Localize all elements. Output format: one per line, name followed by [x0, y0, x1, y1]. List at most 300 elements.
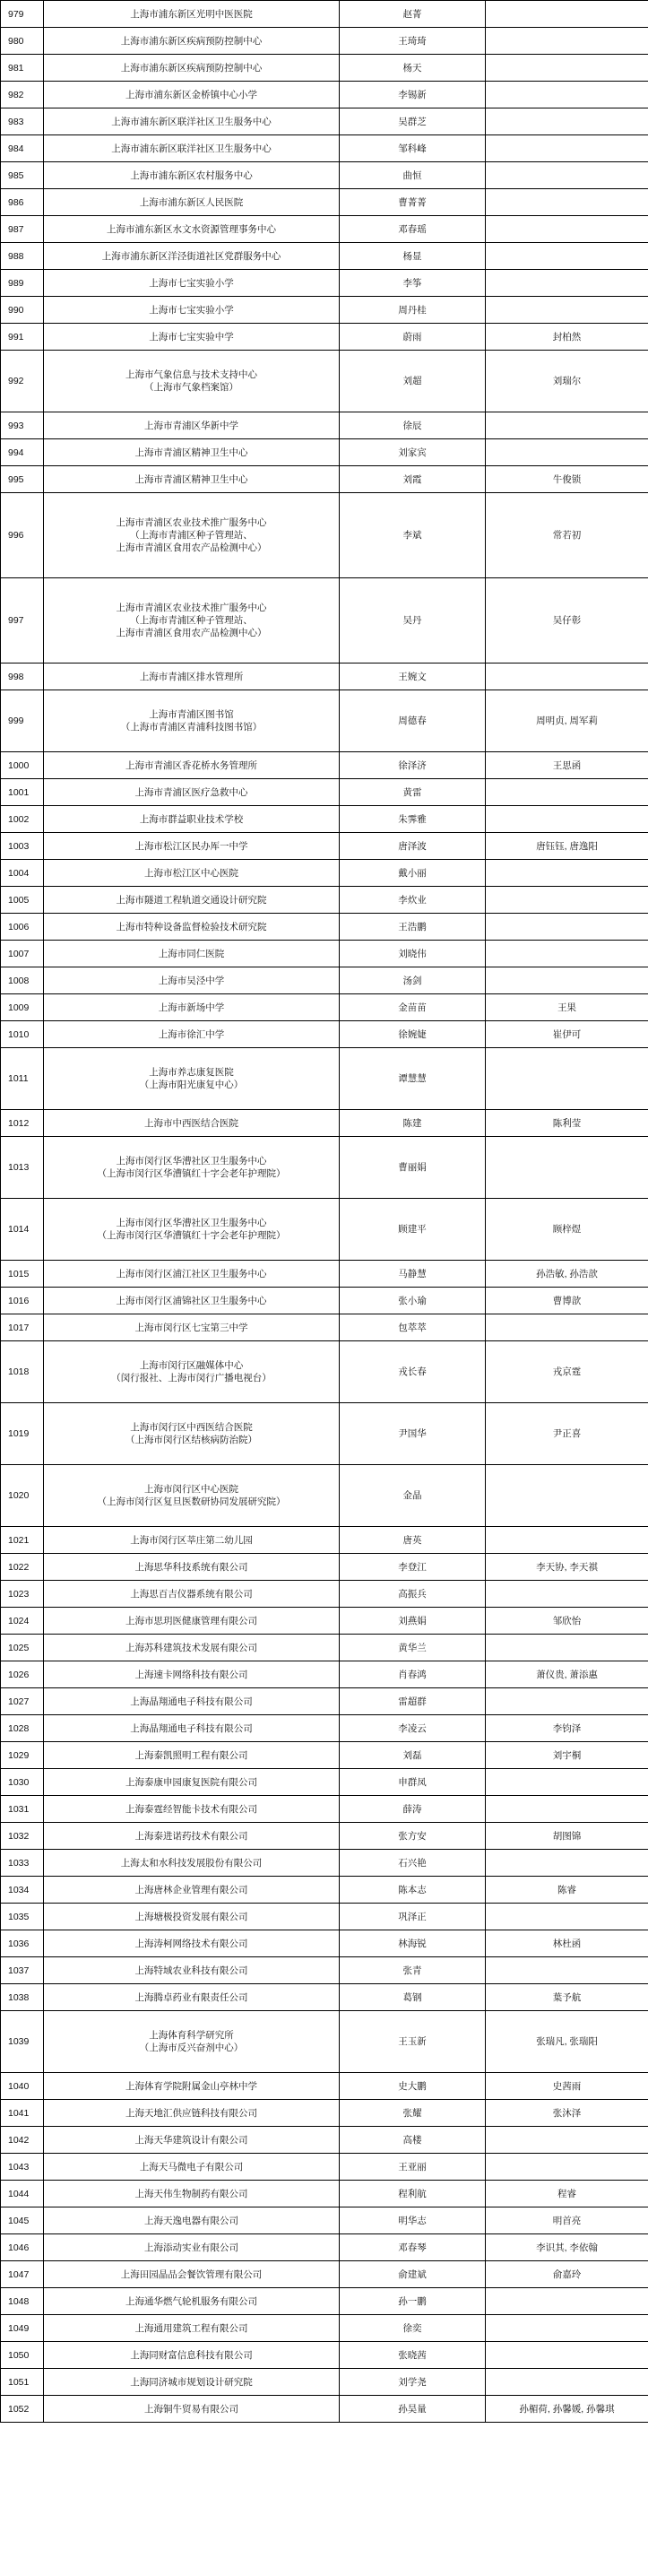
- family-members: [486, 1635, 648, 1661]
- row-number: 1029: [1, 1742, 44, 1769]
- row-number: 1044: [1, 2181, 44, 2207]
- table-row: [1, 1465, 648, 1527]
- person-name: 周德春: [340, 690, 486, 752]
- organization-cell: [44, 779, 340, 806]
- family-members: 史茜雨: [486, 2073, 648, 2100]
- organization-cell: [44, 941, 340, 967]
- organization-name-line: 上海天地汇供应链科技有限公司: [125, 2107, 257, 2119]
- row-number: 1009: [1, 994, 44, 1021]
- row-number: 1000: [1, 752, 44, 779]
- table-row: [1, 2127, 648, 2154]
- organization-cell: [44, 2181, 340, 2207]
- family-members: 李识其, 李依翰: [486, 2234, 648, 2261]
- organization-name-line: （上海市青浦区青浦科技图书馆）: [120, 722, 263, 733]
- organization-cell: [44, 2073, 340, 2100]
- table-row: [1, 1984, 648, 2011]
- row-number: 1005: [1, 887, 44, 914]
- person-name: 徐辰: [340, 412, 486, 439]
- organization-cell: [44, 887, 340, 914]
- person-name: 薛涛: [340, 1796, 486, 1823]
- row-number: 984: [1, 135, 44, 162]
- table-row: [1, 189, 648, 216]
- person-name: 邓春琴: [340, 2234, 486, 2261]
- person-name: 顾建平: [340, 1199, 486, 1261]
- organization-name-line: 上海田园晶品会餐饮管理有限公司: [120, 2268, 263, 2280]
- organization-name-line: 上海腾卓药业有限责任公司: [134, 1991, 248, 2003]
- table-row: [1, 1137, 648, 1199]
- person-name: 陈建: [340, 1110, 486, 1137]
- table-row: [1, 216, 648, 243]
- person-name: 曲恒: [340, 162, 486, 189]
- table-row: [1, 108, 648, 135]
- table-row: [1, 1742, 648, 1769]
- person-name: 张耀: [340, 2100, 486, 2127]
- table-row: [1, 1635, 648, 1661]
- family-members: 王思函: [486, 752, 648, 779]
- organization-cell: [44, 967, 340, 994]
- family-members: 张沐泽: [486, 2100, 648, 2127]
- organization-name-line: 上海苏科建筑技术发展有限公司: [125, 1642, 257, 1653]
- row-number: 985: [1, 162, 44, 189]
- table-row: [1, 578, 648, 664]
- organization-cell: [44, 1930, 340, 1957]
- table-row: [1, 1688, 648, 1715]
- family-members: [486, 1769, 648, 1796]
- organization-cell: [44, 162, 340, 189]
- family-members: [486, 941, 648, 967]
- row-number: 1016: [1, 1288, 44, 1314]
- table-row: [1, 2234, 648, 2261]
- family-members: 崔伊可: [486, 1021, 648, 1048]
- person-name: 明华志: [340, 2207, 486, 2234]
- person-name: 金晶: [340, 1465, 486, 1527]
- row-number: 1010: [1, 1021, 44, 1048]
- table-row: [1, 1769, 648, 1796]
- organization-name-line: 上海市闵行区浦江社区卫生服务中心: [116, 1268, 267, 1279]
- person-name: 孙一鹏: [340, 2288, 486, 2315]
- organization-name-line: 上海市特种设备监督检验技术研究院: [116, 921, 267, 932]
- organization-name-line: 上海市青浦区图书馆: [149, 709, 234, 720]
- person-name: 戴小丽: [340, 860, 486, 887]
- table-row: [1, 1661, 648, 1688]
- table-row: [1, 1261, 648, 1288]
- row-number: 992: [1, 351, 44, 412]
- table-row: [1, 493, 648, 578]
- organization-cell: [44, 1742, 340, 1769]
- organization-name-line: 上海市浦东新区农村服务中心: [130, 169, 253, 181]
- person-name: 张方安: [340, 1823, 486, 1850]
- row-number: 1015: [1, 1261, 44, 1288]
- person-name: 吴丹: [340, 578, 486, 664]
- person-name: 王浩鹏: [340, 914, 486, 941]
- person-name: 李锡新: [340, 82, 486, 108]
- family-members: 李天协, 李天祺: [486, 1554, 648, 1581]
- person-name: 高楼: [340, 2127, 486, 2154]
- table-row: [1, 1021, 648, 1048]
- organization-name-line: 上海通华燃气轮机服务有限公司: [125, 2295, 257, 2307]
- organization-name-line: 上海市浦东新区疾病预防控制中心: [120, 62, 263, 74]
- family-members: [486, 1048, 648, 1110]
- table-row: [1, 1877, 648, 1904]
- person-name: 金苗苗: [340, 994, 486, 1021]
- family-members: [486, 28, 648, 55]
- row-number: 999: [1, 690, 44, 752]
- organization-cell: [44, 1957, 340, 1984]
- table-row: [1, 779, 648, 806]
- organization-cell: [44, 1688, 340, 1715]
- family-members: 程睿: [486, 2181, 648, 2207]
- organization-cell: [44, 833, 340, 860]
- organization-cell: [44, 1199, 340, 1261]
- family-members: 王果: [486, 994, 648, 1021]
- organization-cell: [44, 297, 340, 324]
- family-members: 陈睿: [486, 1877, 648, 1904]
- family-members: 吴仔彰: [486, 578, 648, 664]
- table-row: [1, 1608, 648, 1635]
- family-members: [486, 2369, 648, 2396]
- organization-cell: [44, 1581, 340, 1608]
- organization-cell: [44, 690, 340, 752]
- person-name: 孙昊量: [340, 2396, 486, 2423]
- row-number: 1037: [1, 1957, 44, 1984]
- organization-name-line: 上海市七宝实验小学: [149, 277, 234, 289]
- organization-name-line: （上海市气象档案馆）: [144, 382, 238, 393]
- row-number: 1008: [1, 967, 44, 994]
- person-name: 高振兵: [340, 1581, 486, 1608]
- person-name: 刘霞: [340, 466, 486, 493]
- person-name: 赵菁: [340, 1, 486, 28]
- organization-name-line: 上海速卡网络科技有限公司: [134, 1669, 248, 1680]
- family-members: [486, 664, 648, 690]
- organization-cell: [44, 1769, 340, 1796]
- organization-name-line: 上海市浦东新区水文水资源管理事务中心: [107, 223, 276, 235]
- row-number: 1025: [1, 1635, 44, 1661]
- table-row: [1, 1314, 648, 1341]
- table-row: [1, 967, 648, 994]
- table-row: [1, 806, 648, 833]
- row-number: 994: [1, 439, 44, 466]
- table-row: [1, 324, 648, 351]
- family-members: [486, 779, 648, 806]
- organization-cell: [44, 1288, 340, 1314]
- organization-name-line: 上海市闵行区七宝第三中学: [134, 1322, 248, 1333]
- row-number: 1048: [1, 2288, 44, 2315]
- organization-name-line: 上海市松江区中心医院: [144, 867, 238, 879]
- person-name: 杨显: [340, 243, 486, 270]
- organization-name-line: 上海市闵行区莘庄第二幼儿园: [130, 1534, 253, 1546]
- organization-name-line: 上海天逸电器有限公司: [144, 2215, 238, 2226]
- organization-cell: [44, 806, 340, 833]
- organization-name-line: 上海市浦东新区联洋社区卫生服务中心: [111, 143, 272, 154]
- organization-name-line: 上海市松江区民办厍一中学: [134, 840, 248, 852]
- family-members: [486, 1581, 648, 1608]
- organization-name-line: 上海市浦东新区人民医院: [139, 196, 244, 208]
- row-number: 1017: [1, 1314, 44, 1341]
- row-number: 1007: [1, 941, 44, 967]
- family-members: [486, 1465, 648, 1527]
- organization-cell: [44, 216, 340, 243]
- organization-cell: [44, 2369, 340, 2396]
- organization-cell: [44, 1554, 340, 1581]
- table-row: [1, 2207, 648, 2234]
- row-number: 1004: [1, 860, 44, 887]
- row-number: 1026: [1, 1661, 44, 1688]
- row-number: 1049: [1, 2315, 44, 2342]
- row-number: 1014: [1, 1199, 44, 1261]
- family-members: [486, 189, 648, 216]
- organization-name-line: 上海市青浦区农业技术推广服务中心: [116, 603, 267, 613]
- person-name: 谭慧慧: [340, 1048, 486, 1110]
- family-members: [486, 1314, 648, 1341]
- family-members: 胡图锦: [486, 1823, 648, 1850]
- table-row: [1, 1554, 648, 1581]
- organization-name-line: 上海市闵行区华漕社区卫生服务中心: [116, 1218, 267, 1228]
- family-members: 唐钰钰, 唐逸阳: [486, 833, 648, 860]
- table-row: [1, 1850, 648, 1877]
- row-number: 997: [1, 578, 44, 664]
- organization-cell: [44, 1796, 340, 1823]
- organization-cell: [44, 243, 340, 270]
- table-row: [1, 2342, 648, 2369]
- organization-cell: [44, 1314, 340, 1341]
- family-members: 林杜函: [486, 1930, 648, 1957]
- row-number: 1001: [1, 779, 44, 806]
- person-name: 杨天: [340, 55, 486, 82]
- row-number: 981: [1, 55, 44, 82]
- row-number: 1040: [1, 2073, 44, 2100]
- organization-cell: [44, 1904, 340, 1930]
- person-name: 徐奕: [340, 2315, 486, 2342]
- organization-name-line: 上海市浦东新区洋泾街道社区党群服务中心: [101, 250, 281, 262]
- row-number: 1032: [1, 1823, 44, 1850]
- family-members: 孙浩敏, 孙浩歆: [486, 1261, 648, 1288]
- organization-name-line: 上海市浦东新区金桥镇中心小学: [125, 89, 257, 100]
- person-name: 王玉新: [340, 2011, 486, 2073]
- organization-cell: [44, 1261, 340, 1288]
- organization-name-line: 上海市吴泾中学: [158, 975, 225, 986]
- organization-cell: [44, 1661, 340, 1688]
- organization-name-line: （闵行报社、上海市闵行广播电视台）: [111, 1373, 272, 1383]
- table-row: [1, 887, 648, 914]
- family-members: 明首亮: [486, 2207, 648, 2234]
- table-row: [1, 1823, 648, 1850]
- row-number: 993: [1, 412, 44, 439]
- organization-name-line: 上海市青浦区华新中学: [144, 420, 238, 431]
- organization-cell: [44, 493, 340, 578]
- person-name: 邓春瑶: [340, 216, 486, 243]
- person-name: 肖春鸿: [340, 1661, 486, 1688]
- person-name: 张晓茜: [340, 2342, 486, 2369]
- row-number: 1039: [1, 2011, 44, 2073]
- award-list-body: [1, 1, 648, 2423]
- organization-name-line: （上海市青浦区种子管理站、: [130, 530, 253, 541]
- organization-name-line: 上海市浦东新区疾病预防控制中心: [120, 35, 263, 47]
- table-row: [1, 270, 648, 297]
- table-row: [1, 833, 648, 860]
- row-number: 1021: [1, 1527, 44, 1554]
- family-members: [486, 55, 648, 82]
- organization-cell: [44, 1877, 340, 1904]
- organization-name-line: 上海塘极投资发展有限公司: [134, 1911, 248, 1922]
- organization-name-line: 上海添动实业有限公司: [144, 2242, 238, 2253]
- person-name: 刘学尧: [340, 2369, 486, 2396]
- organization-cell: [44, 1850, 340, 1877]
- organization-name-line: 上海涛柯网络技术有限公司: [134, 1938, 248, 1949]
- person-name: 巩泽正: [340, 1904, 486, 1930]
- family-members: [486, 2315, 648, 2342]
- table-row: [1, 2396, 648, 2423]
- person-name: 黄华兰: [340, 1635, 486, 1661]
- family-members: 李钧泽: [486, 1715, 648, 1742]
- organization-cell: [44, 1635, 340, 1661]
- person-name: 史大鹏: [340, 2073, 486, 2100]
- family-members: [486, 2154, 648, 2181]
- organization-cell: [44, 1465, 340, 1527]
- family-members: 萧仪贵, 萧添惠: [486, 1661, 648, 1688]
- family-members: [486, 860, 648, 887]
- row-number: 1035: [1, 1904, 44, 1930]
- organization-name-line: 上海同财富信息科技有限公司: [130, 2349, 253, 2361]
- table-row: [1, 860, 648, 887]
- organization-name-line: 上海市青浦区香花桥水务管理所: [125, 759, 257, 771]
- row-number: 1038: [1, 1984, 44, 2011]
- row-number: 1024: [1, 1608, 44, 1635]
- organization-name-line: 上海天伟生物制药有限公司: [134, 2188, 248, 2199]
- table-row: [1, 2288, 648, 2315]
- organization-name-line: 上海市闵行区中心医院: [144, 1484, 238, 1495]
- organization-cell: [44, 351, 340, 412]
- table-row: [1, 2369, 648, 2396]
- organization-name-line: 上海泰康申园康复医院有限公司: [125, 1776, 257, 1788]
- organization-cell: [44, 2100, 340, 2127]
- person-name: 雷超群: [340, 1688, 486, 1715]
- organization-name-line: 上海晶翔通电子科技有限公司: [130, 1696, 253, 1707]
- family-members: [486, 439, 648, 466]
- organization-cell: [44, 2154, 340, 2181]
- table-row: [1, 82, 648, 108]
- organization-cell: [44, 994, 340, 1021]
- person-name: 葛钢: [340, 1984, 486, 2011]
- family-members: 刘宇桐: [486, 1742, 648, 1769]
- organization-name-line: 上海市闵行区中西医结合医院: [130, 1422, 253, 1433]
- table-row: [1, 1341, 648, 1403]
- family-members: [486, 1904, 648, 1930]
- organization-cell: [44, 189, 340, 216]
- organization-name-line: （上海市闵行区复旦医数研协同发展研究院）: [97, 1496, 286, 1507]
- family-members: [486, 1137, 648, 1199]
- row-number: 1020: [1, 1465, 44, 1527]
- row-number: 1013: [1, 1137, 44, 1199]
- organization-name-line: 上海泰霆经智能卡技术有限公司: [125, 1803, 257, 1815]
- table-row: [1, 297, 648, 324]
- table-row: [1, 1796, 648, 1823]
- family-members: 牛俊锁: [486, 466, 648, 493]
- family-members: [486, 1850, 648, 1877]
- family-members: 曹博歆: [486, 1288, 648, 1314]
- person-name: 吴群芝: [340, 108, 486, 135]
- row-number: 1018: [1, 1341, 44, 1403]
- table-row: [1, 690, 648, 752]
- person-name: 邹科峰: [340, 135, 486, 162]
- organization-cell: [44, 2127, 340, 2154]
- organization-name-line: 上海市青浦区农业技术推广服务中心: [116, 517, 267, 528]
- organization-name-line: 上海市新场中学: [158, 1002, 225, 1013]
- table-row: [1, 2100, 648, 2127]
- family-members: [486, 412, 648, 439]
- row-number: 1011: [1, 1048, 44, 1110]
- family-members: [486, 967, 648, 994]
- organization-cell: [44, 439, 340, 466]
- family-members: [486, 297, 648, 324]
- family-members: [486, 914, 648, 941]
- organization-cell: [44, 2011, 340, 2073]
- person-name: 马静慧: [340, 1261, 486, 1288]
- table-row: [1, 1288, 648, 1314]
- organization-name-line: 上海市闵行区融媒体中心: [139, 1360, 244, 1371]
- table-row: [1, 135, 648, 162]
- row-number: 1050: [1, 2342, 44, 2369]
- organization-name-line: 上海市浦东新区光明中医医院: [130, 8, 253, 20]
- organization-cell: [44, 1403, 340, 1465]
- person-name: 朱霁雅: [340, 806, 486, 833]
- family-members: [486, 806, 648, 833]
- family-members: [486, 82, 648, 108]
- family-members: [486, 108, 648, 135]
- organization-name-line: 上海市徐汇中学: [158, 1028, 225, 1040]
- row-number: 1012: [1, 1110, 44, 1137]
- row-number: 1041: [1, 2100, 44, 2127]
- table-row: [1, 1957, 648, 1984]
- organization-name-line: （上海市闵行区结核病防治院）: [125, 1435, 257, 1445]
- organization-cell: [44, 108, 340, 135]
- family-members: [486, 2288, 648, 2315]
- row-number: 1051: [1, 2369, 44, 2396]
- row-number: 979: [1, 1, 44, 28]
- row-number: 1042: [1, 2127, 44, 2154]
- family-members: [486, 1957, 648, 1984]
- organization-cell: [44, 1110, 340, 1137]
- table-row: [1, 466, 648, 493]
- person-name: 李登江: [340, 1554, 486, 1581]
- organization-cell: [44, 2207, 340, 2234]
- row-number: 980: [1, 28, 44, 55]
- table-row: [1, 2315, 648, 2342]
- organization-cell: [44, 1341, 340, 1403]
- table-row: [1, 2011, 648, 2073]
- person-name: 张小瑜: [340, 1288, 486, 1314]
- person-name: 汤剑: [340, 967, 486, 994]
- table-row: [1, 55, 648, 82]
- table-row: [1, 2154, 648, 2181]
- organization-name-line: 上海太和水科技发展股份有限公司: [120, 1857, 263, 1869]
- table-row: [1, 1, 648, 28]
- person-name: 刘磊: [340, 1742, 486, 1769]
- organization-cell: [44, 135, 340, 162]
- person-name: 石兴艳: [340, 1850, 486, 1877]
- person-name: 李凌云: [340, 1715, 486, 1742]
- table-row: [1, 1403, 648, 1465]
- table-row: [1, 941, 648, 967]
- person-name: 蔚雨: [340, 324, 486, 351]
- organization-name-line: 上海市思玥医健康管理有限公司: [125, 1615, 257, 1626]
- row-number: 1030: [1, 1769, 44, 1796]
- table-row: [1, 1581, 648, 1608]
- row-number: 1023: [1, 1581, 44, 1608]
- row-number: 1002: [1, 806, 44, 833]
- row-number: 1019: [1, 1403, 44, 1465]
- row-number: 1052: [1, 2396, 44, 2423]
- person-name: 戎长春: [340, 1341, 486, 1403]
